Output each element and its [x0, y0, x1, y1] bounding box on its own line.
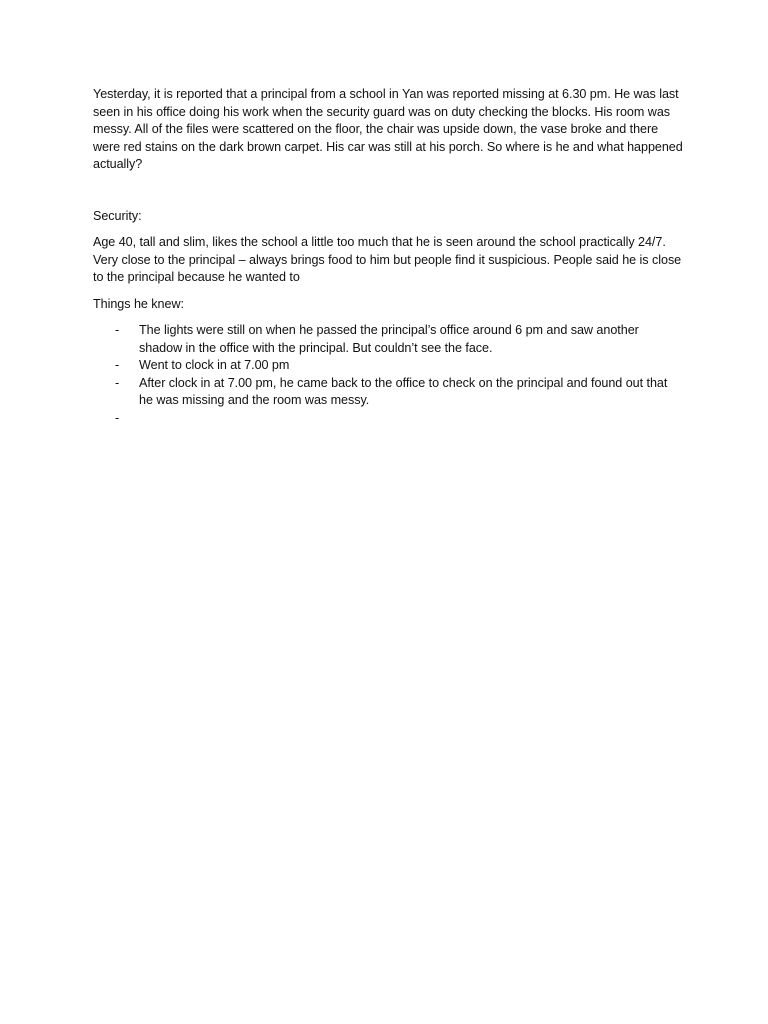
- list-item: [93, 322, 683, 357]
- list-item-text: The lights were still on when he passed the principal’s office around 6 pm and saw another shadow in the office with the principal. But couldn’t see the face.: [139, 323, 639, 355]
- bullet-list: [93, 322, 683, 427]
- security-description: Age 40, tall and slim, likes the school a little too much that he is seen around the school practically 24/7. Very close to the principal – always brings food to him but people find it suspicious. People said he is close to the principal because he wanted to: [93, 235, 682, 284]
- bullet-dash: -: [115, 323, 120, 337]
- intro-paragraph: Yesterday, it is reported that a principal from a school in Yan was reported missing at 6.30 pm. He was last seen in his office doing his work when the security guard was on duty checking the blocks. His room was messy. All of the files were scattered on the floor, the chair was upside down, the vase broke and there were red stains on the dark brown carpet. His car was still at his porch. So where is he and what happened actually?: [93, 87, 683, 171]
- section-heading: Security:: [93, 208, 142, 223]
- list-item: [93, 357, 683, 375]
- bullet-dash: -: [115, 358, 120, 372]
- list-item-text: Went to clock in at 7.00 pm: [139, 358, 290, 372]
- bullet-dash: -: [115, 375, 120, 390]
- bullet-dash: -: [115, 410, 120, 425]
- list-item-text: After clock in at 7.00 pm, he came back to the office to check on the principal and found out that he was missing and the room was messy.: [139, 375, 668, 407]
- things-he-knew-heading: Things he knew:: [93, 296, 184, 311]
- list-item: [93, 375, 683, 410]
- list-item: [93, 410, 683, 428]
- document-body: [93, 86, 683, 427]
